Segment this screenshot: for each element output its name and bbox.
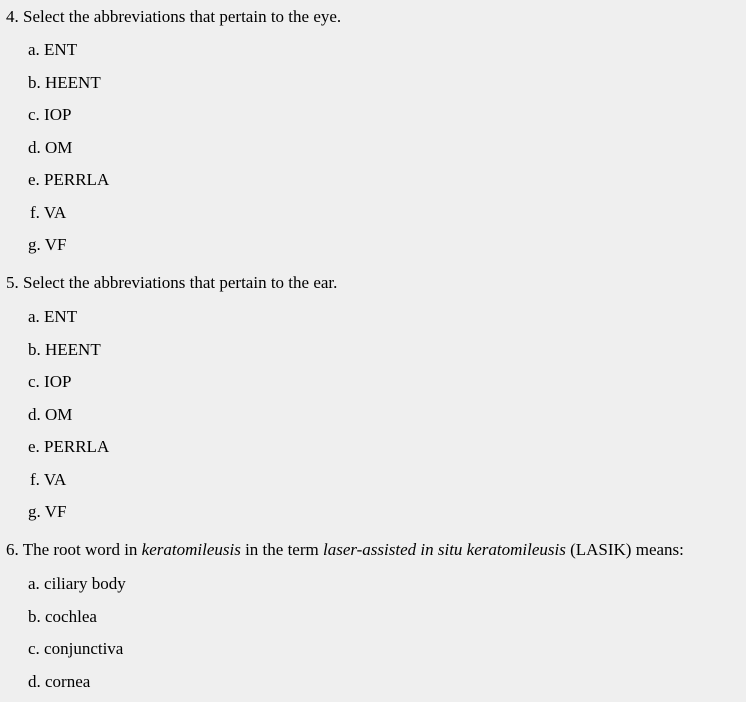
question-6-option-c: c. conjunctiva	[28, 639, 124, 658]
question-4-option-c: c. IOP	[28, 105, 72, 124]
question-5-option-b: b. HEENT	[28, 340, 101, 359]
question-4-option-f: f. VA	[30, 203, 67, 222]
question-6-stem-part-2: in the term	[240, 540, 323, 559]
question-5-option-d: d. OM	[28, 405, 73, 424]
question-6-option-b: b. cochlea	[28, 607, 97, 626]
question-5-option-a: a. ENT	[28, 307, 78, 326]
question-6-stem-part-1: 6. The root word in	[6, 540, 142, 559]
question-5-option-f: f. VA	[30, 470, 67, 489]
question-4-option-a: a. ENT	[28, 40, 78, 59]
question-5-option-c: c. IOP	[28, 372, 72, 391]
question-6-option-a: a. ciliary body	[28, 574, 126, 593]
question-4-option-e: e. PERRLA	[28, 170, 110, 189]
question-5-option-g: g. VF	[28, 502, 67, 521]
question-6-option-d: d. cornea	[28, 672, 91, 691]
question-6-stem-term-1: keratomileusis	[141, 540, 241, 559]
question-6-stem-term-2: laser-assisted in situ keratomileusis	[322, 540, 566, 559]
question-4-option-b: b. HEENT	[28, 73, 101, 92]
question-5-option-e: e. PERRLA	[28, 437, 110, 456]
question-4-option-g: g. VF	[28, 235, 67, 254]
question-5-stem: 5. Select the abbreviations that pertain to the ear.	[6, 273, 338, 292]
question-4-option-d: d. OM	[28, 138, 73, 157]
question-6-stem-part-3: (LASIK) means:	[565, 540, 684, 559]
question-6-stem	[6, 541, 684, 558]
question-4-stem: 4. Select the abbreviations that pertain to the eye.	[6, 7, 342, 26]
